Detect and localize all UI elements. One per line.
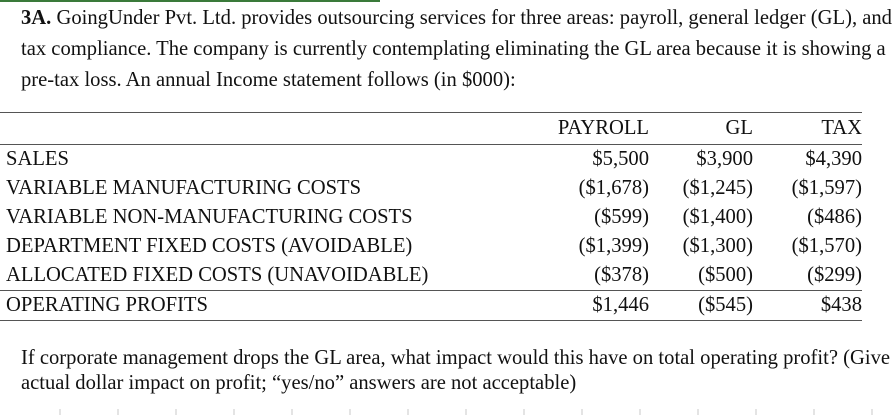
problem-intro [21, 3, 893, 96]
row-label: VARIABLE MANUFACTURING COSTS [6, 177, 362, 199]
income-statement-table [0, 112, 862, 321]
gl-value: $3,900 [696, 148, 753, 170]
table-row [0, 261, 862, 291]
payroll-value: ($1,678) [578, 177, 649, 199]
tax-value: ($1,570) [791, 235, 862, 257]
header-gl: GL [649, 113, 753, 145]
table-row-total [0, 291, 862, 321]
tax-value: $438 [753, 291, 862, 321]
header-tax: TAX [753, 113, 862, 145]
gl-value: ($1,245) [682, 177, 753, 199]
table-row [0, 232, 862, 261]
tax-value: ($486) [807, 206, 862, 228]
table-header-row [0, 113, 862, 145]
tax-value: $4,390 [805, 148, 862, 170]
header-blank [0, 113, 494, 145]
problem-number: 3A. [21, 7, 52, 29]
page-edge-ticks [0, 405, 896, 415]
tax-value: ($1,597) [791, 177, 862, 199]
payroll-value: $5,500 [592, 148, 649, 170]
row-label: SALES [6, 148, 69, 170]
payroll-value: ($1,399) [578, 235, 649, 257]
gl-value: ($1,300) [682, 235, 753, 257]
gl-value: ($545) [649, 291, 753, 321]
problem-intro-text: GoingUnder Pvt. Ltd. provides outsourcing services for three areas: payroll, general ledger (GL), and tax compliance. The company is currently contemplating eliminating the GL area because it is showing a pre-tax loss. An annual Income statement follows (in $000): [21, 7, 892, 91]
row-label: ALLOCATED FIXED COSTS (UNAVOIDABLE) [6, 264, 429, 286]
top-accent-line [0, 0, 380, 2]
table-row [0, 174, 862, 203]
table-row [0, 145, 862, 175]
row-label: DEPARTMENT FIXED COSTS (AVOIDABLE) [6, 235, 413, 257]
payroll-value: ($599) [594, 206, 649, 228]
payroll-value: $1,446 [494, 291, 649, 321]
tax-value: ($299) [807, 264, 862, 286]
header-payroll: PAYROLL [494, 113, 649, 145]
question-text: If corporate management drops the GL area, what impact would this have on total operating profit? (Give actual dollar impact on profit; “yes/no” answers are not acceptable) [21, 347, 891, 394]
table-row [0, 203, 862, 232]
gl-value: ($500) [698, 264, 753, 286]
gl-value: ($1,400) [682, 206, 753, 228]
row-label: VARIABLE NON-MANUFACTURING COSTS [6, 206, 413, 228]
row-label: OPERATING PROFITS [0, 291, 494, 321]
payroll-value: ($378) [594, 264, 649, 286]
